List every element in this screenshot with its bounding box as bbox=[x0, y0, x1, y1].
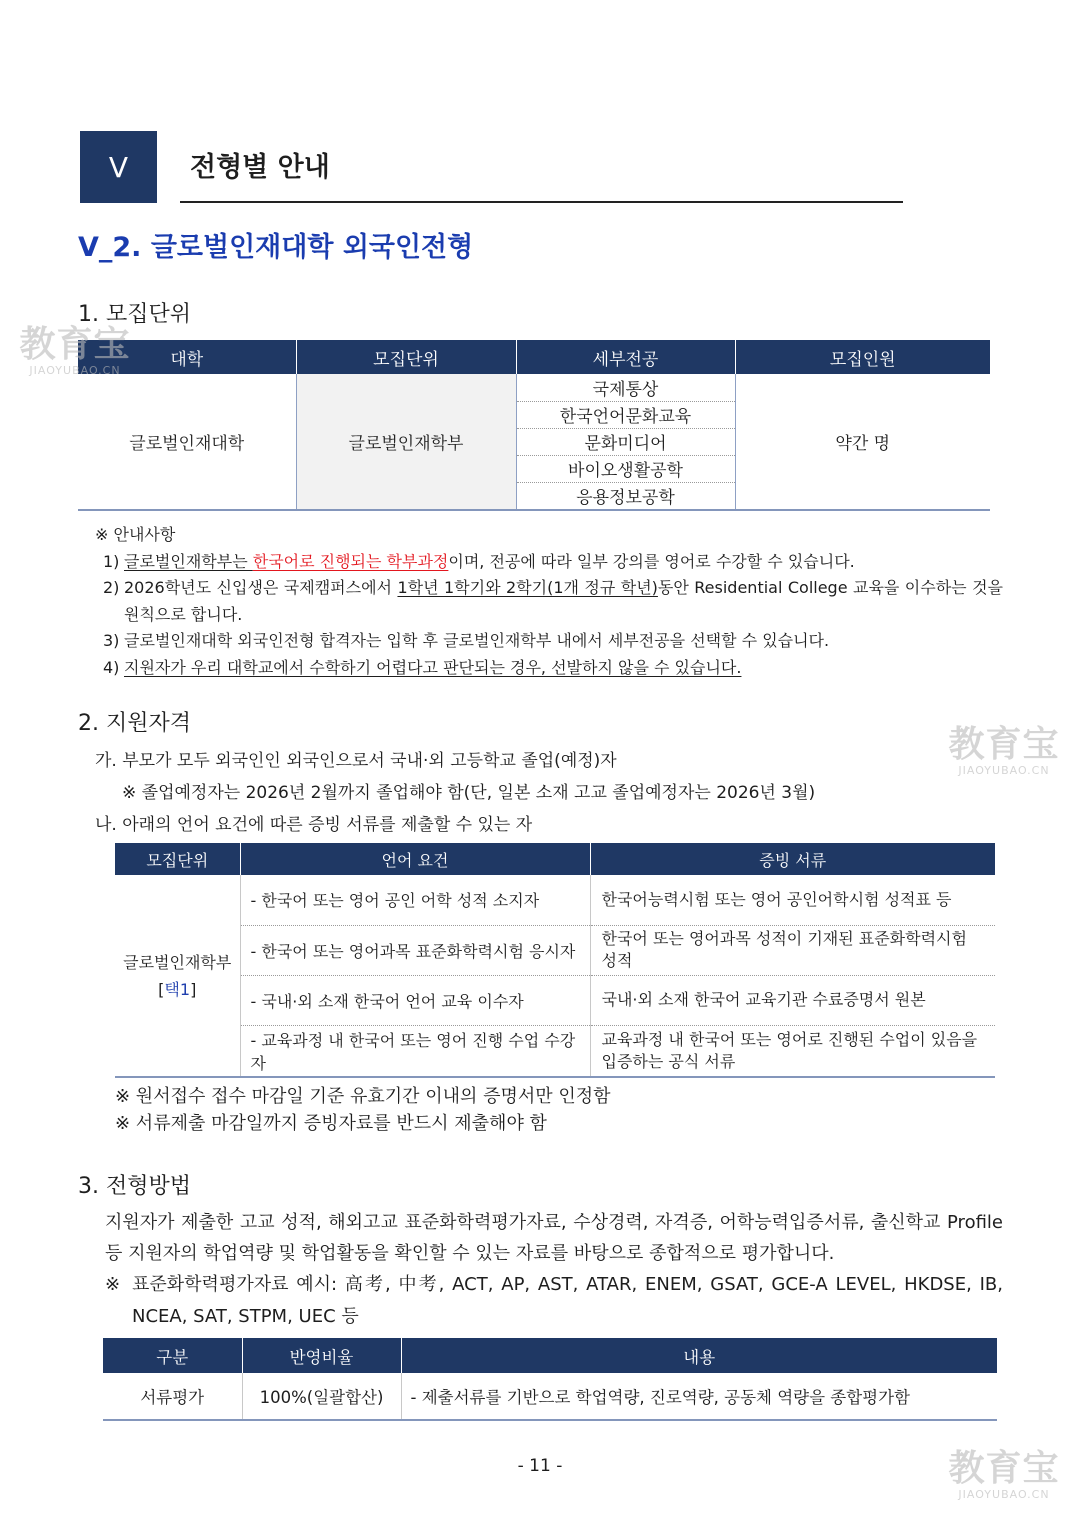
watermark-url: JIAOYUBAO.CN bbox=[958, 764, 1050, 777]
table-header-row bbox=[78, 340, 990, 374]
table-header-row bbox=[115, 843, 995, 875]
note-plain-text: 동안 Residential College 교육을 이수하는 것을 원칙으로 합니다. bbox=[124, 578, 1003, 624]
watermark-url: JIAOYUBAO.CN bbox=[29, 364, 121, 377]
major-cell: 응용정보공학 bbox=[516, 482, 735, 510]
document-cell: 한국어 또는 영어과목 성적이 기재된 표준화학력시험 성적 bbox=[590, 925, 995, 975]
recruitment-unit-table bbox=[78, 340, 990, 511]
table-row bbox=[115, 1025, 995, 1077]
unit-cell: 글로벌인재학부 bbox=[296, 374, 516, 510]
watermark bbox=[946, 726, 1062, 777]
note-text bbox=[124, 549, 1003, 576]
eligibility-note: ※ 원서접수 접수 마감일 기준 유효기간 이내의 증명서만 인정함 bbox=[115, 1086, 611, 1107]
document-cell: 교육과정 내 한국어 또는 영어로 진행된 수업이 있음을 입증하는 공식 서류 bbox=[590, 1025, 995, 1077]
requirement-cell: - 한국어 또는 영어 공인 어학 성적 소지자 bbox=[240, 875, 590, 925]
note-number: 4) bbox=[103, 657, 120, 677]
eligibility-item-b: 나. 아래의 언어 요건에 따른 증빙 서류를 제출할 수 있는 자 bbox=[95, 815, 533, 835]
guidance-note bbox=[95, 655, 1003, 682]
column-header: 구분 bbox=[103, 1338, 242, 1373]
section-number-box bbox=[80, 131, 157, 203]
column-header: 세부전공 bbox=[516, 340, 735, 374]
column-header: 내용 bbox=[401, 1338, 997, 1373]
standardized-test-examples bbox=[105, 1269, 1003, 1333]
watermark-logo: 教育宝 bbox=[19, 324, 131, 365]
requirement-cell: - 교육과정 내 한국어 또는 영어 진행 수업 수강자 bbox=[240, 1025, 590, 1077]
watermark-url: JIAOYUBAO.CN bbox=[958, 1488, 1050, 1501]
document-cell: 한국어능력시험 또는 영어 공인어학시험 성적표 등 bbox=[590, 875, 995, 925]
watermark bbox=[18, 326, 132, 377]
guidance-note bbox=[95, 628, 1003, 655]
note-plain-text: 글로벌인재대학 외국인전형 합격자는 입학 후 글로벌인재학부 내에서 세부전공을 선택할 수 있습니다. bbox=[124, 631, 830, 650]
requirement-cell: - 한국어 또는 영어과목 표준화학력시험 응시자 bbox=[240, 925, 590, 975]
column-header: 모집단위 bbox=[115, 843, 240, 875]
table-header-row bbox=[103, 1338, 997, 1373]
table-row bbox=[78, 374, 990, 401]
guidance-note bbox=[95, 575, 1003, 628]
table-row bbox=[115, 875, 995, 925]
note-plain-text: 2026학년도 신입생은 국제캠퍼스에서 bbox=[124, 578, 398, 597]
eligibility-item-a: 가. 부모가 모두 외국인인 외국인으로서 국내·외 고등학교 졸업(예정)자 bbox=[95, 751, 617, 771]
watermark-logo: 教育宝 bbox=[948, 1448, 1060, 1489]
note-number: 1) bbox=[103, 551, 120, 571]
requirement-cell: - 국내·외 소재 한국어 언어 교육 이수자 bbox=[240, 975, 590, 1025]
column-header: 반영비율 bbox=[242, 1338, 401, 1373]
table-row bbox=[103, 1373, 997, 1420]
guidance-note bbox=[95, 549, 1003, 576]
choice-bracket-open: [ bbox=[158, 979, 165, 999]
major-cell: 문화미디어 bbox=[516, 428, 735, 455]
note-number: 3) bbox=[103, 631, 120, 650]
major-cell: 국제통상 bbox=[516, 374, 735, 401]
table-row bbox=[115, 925, 995, 975]
guidance-notes bbox=[95, 522, 1003, 681]
section3-heading: 3. 전형방법 bbox=[78, 1174, 191, 1199]
page-number: - 11 - bbox=[517, 1456, 563, 1476]
page-subtitle: V_2. 글로벌인재대학 외국인전형 bbox=[78, 232, 474, 263]
section1-heading: 1. 모집단위 bbox=[78, 302, 191, 327]
note-underlined-text: 1학년 1학기와 2학기(1개 정규 학년) bbox=[397, 578, 658, 597]
watermark bbox=[946, 1450, 1062, 1501]
unit-cell bbox=[115, 875, 240, 1077]
evaluation-table bbox=[103, 1338, 997, 1421]
note-text bbox=[124, 575, 1003, 628]
note-number: 2) bbox=[103, 578, 120, 597]
section-title-rule bbox=[180, 201, 903, 203]
unit-name: 글로벌인재학부 bbox=[123, 952, 232, 972]
note-text bbox=[124, 655, 1003, 682]
section-number: V bbox=[108, 150, 129, 184]
column-header: 대학 bbox=[78, 340, 296, 374]
major-cell: 한국언어문화교육 bbox=[516, 401, 735, 428]
column-header: 증빙 서류 bbox=[590, 843, 995, 875]
choice-bracket-close: ] bbox=[190, 979, 197, 999]
table-row bbox=[115, 975, 995, 1025]
choice-label bbox=[115, 976, 240, 1003]
note-text bbox=[124, 628, 1003, 655]
evaluation-content-cell: - 제출서류를 기반으로 학업역량, 진로역량, 공동체 역량을 종합평가함 bbox=[401, 1373, 997, 1420]
note-underlined-text: 글로벌인재학부는 bbox=[124, 551, 253, 571]
selection-method-description: 지원자가 제출한 고교 성적, 해외고교 표준화학력평가자료, 수상경력, 자격증, 어학능력입증서류, 출신학교 Profile 등 지원자의 학업역량 및 학업활동을 확인할 수 있는 자료를 바탕으로 종합적으로 평가합니다. bbox=[105, 1212, 1003, 1264]
evaluation-type-cell: 서류평가 bbox=[140, 1388, 205, 1407]
evaluation-ratio-cell: 100%(일괄합산) bbox=[242, 1373, 401, 1420]
example-text: 표준화학력평가자료 예시: 高考, 中考, ACT, AP, AST, ATAR, ENEM, GSAT, GCE-A LEVEL, HKDSE, IB, NCEA, SAT, STPM, UEC 등 bbox=[132, 1274, 1003, 1327]
note-emphasis-text: 한국어로 진행되는 학부과정 bbox=[252, 551, 449, 571]
section2-heading: 2. 지원자격 bbox=[78, 711, 191, 736]
note-plain-text: 이며, 전공에 따라 일부 강의를 영어로 수강할 수 있습니다. bbox=[448, 551, 855, 571]
quota-cell: 약간 명 bbox=[735, 374, 990, 510]
major-cell: 바이오생활공학 bbox=[516, 455, 735, 482]
document-cell: 국내·외 소재 한국어 교육기관 수료증명서 원본 bbox=[590, 975, 995, 1025]
eligibility-note: ※ 서류제출 마감일까지 증빙자료를 반드시 제출해야 함 bbox=[115, 1113, 547, 1134]
note-underlined-text: 지원자가 우리 대학교에서 수학하기 어렵다고 판단되는 경우, 선발하지 않을 수 있습니다. bbox=[124, 657, 742, 677]
college-cell: 글로벌인재대학 bbox=[129, 434, 245, 454]
eligibility-notes bbox=[115, 1083, 1003, 1137]
column-header: 모집인원 bbox=[735, 340, 990, 374]
guidance-notes-title: ※ 안내사항 bbox=[95, 525, 176, 544]
column-header: 모집단위 bbox=[296, 340, 516, 374]
column-header: 언어 요건 bbox=[240, 843, 590, 875]
watermark-logo: 教育宝 bbox=[948, 724, 1060, 765]
reference-mark: ※ bbox=[105, 1274, 121, 1295]
language-requirement-table bbox=[115, 843, 995, 1078]
eligibility-item-a-note: ※ 졸업예정자는 2026년 2월까지 졸업해야 함(단, 일본 소재 고교 졸업예정자는 2026년 3월) bbox=[122, 783, 816, 803]
choice-text: 택1 bbox=[164, 979, 191, 999]
section-title: 전형별 안내 bbox=[190, 152, 330, 183]
